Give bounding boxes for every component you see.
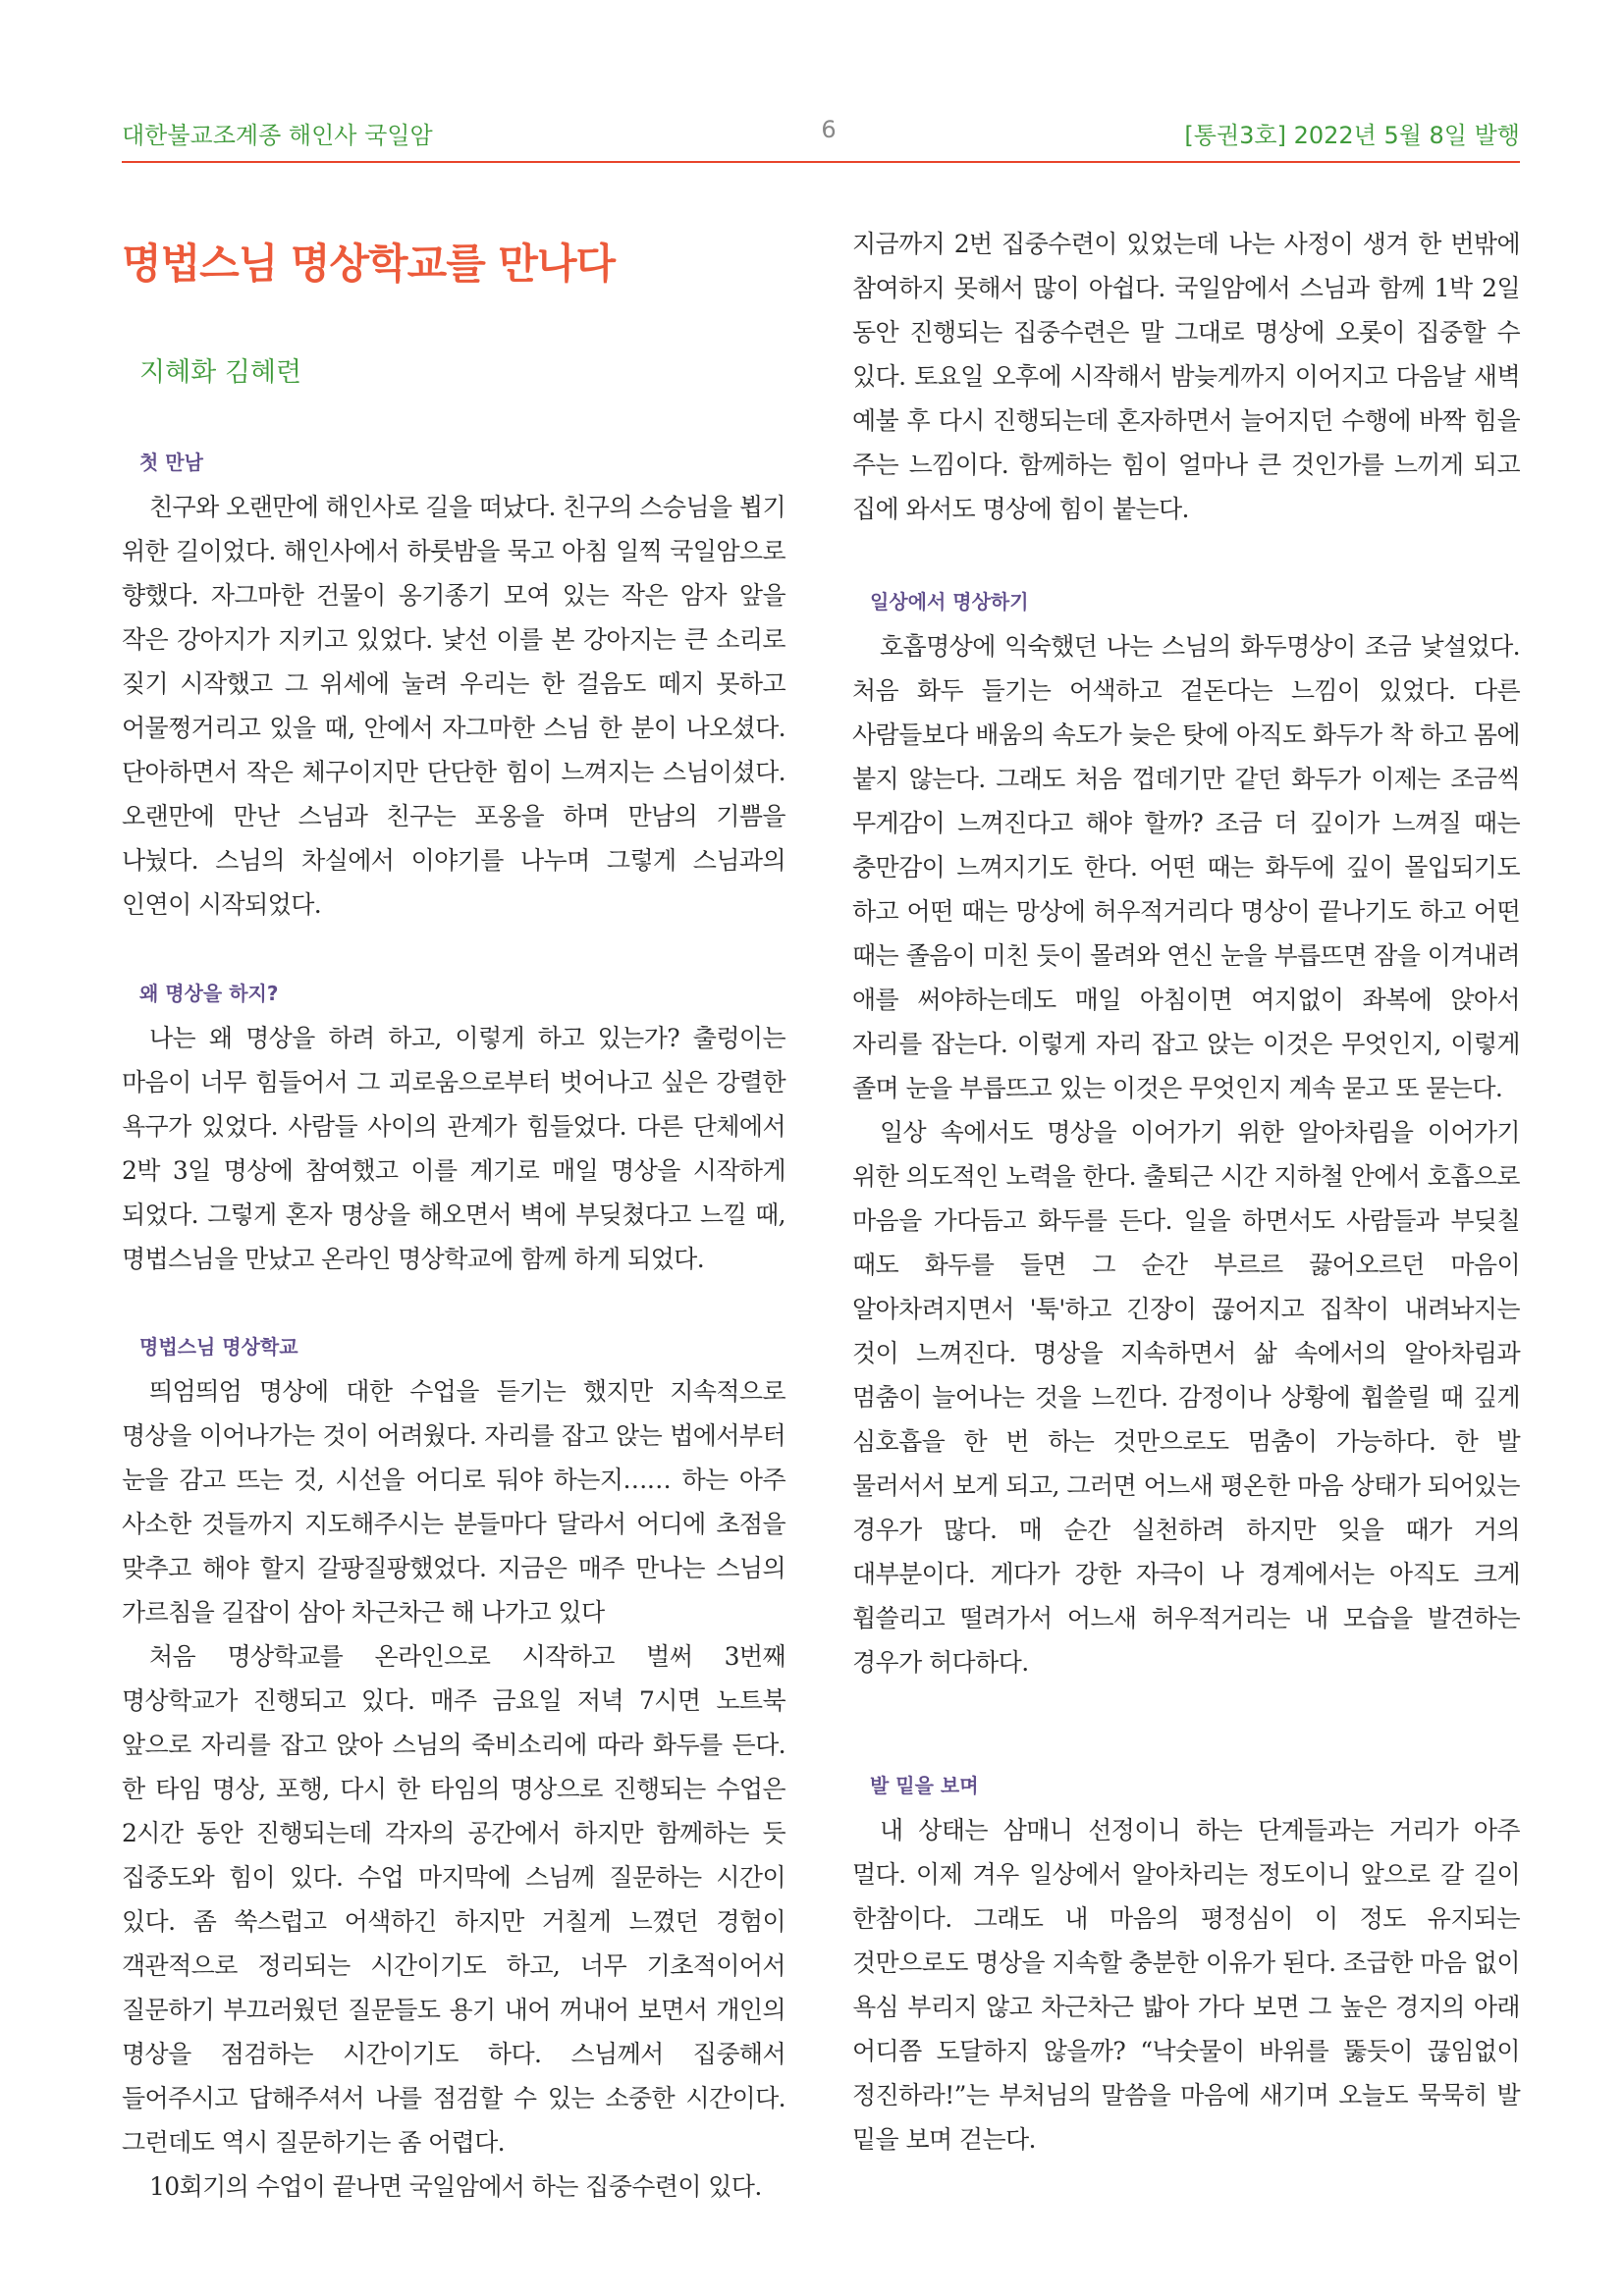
issue-info: [통권3호] 2022년 5월 8일 발행 xyxy=(1184,122,1520,149)
page-header xyxy=(122,110,1520,149)
header-divider xyxy=(122,161,1520,163)
section-first-meeting xyxy=(122,447,785,927)
section-daily-meditation xyxy=(852,586,1520,1684)
paragraph: 호흡명상에 익숙했던 나는 스님의 화두명상이 조금 낯설었다. 처음 화두 들기는 어색하고 겉돈다는 느낌이 있었다. 다른 사람들보다 배움의 속도가 늦은 탓에 아직도 화두가 착 하고 몸에 붙지 않는다. 그래도 처음 껍데기만 같던 화두가 이제는 조금씩 무게감이 느껴진다고 해야 할까? 조금 더 깊이가 느껴질 때는 충만감이 느껴지기도 한다. 어떤 때는 화두에 깊이 몰입되기도 하고 어떤 때는 망상에 허우적거리다 명상이 끝나기도 하고 어떤 때는 졸음이 미친 듯이 몰려와 연신 눈을 부릅뜨면 잠을 이겨내려 애를 써야하는데도 매일 아침이면 여지없이 좌복에 앉아서 자리를 잡는다. 이렇게 자리 잡고 앉는 이것은 무엇인지, 이렇게 졸며 눈을 부릅뜨고 있는 이것은 무엇인지 계속 묻고 또 묻는다. xyxy=(852,632,1520,1102)
paragraph: 지금까지 2번 집중수련이 있었는데 나는 사정이 생겨 한 번밖에 참여하지 못해서 많이 아쉽다. 국일암에서 스님과 함께 1박 2일 동안 진행되는 집중수련은 말 그대로 명상에 오롯이 집중할 수 있다. 토요일 오후에 시작해서 밤늦게까지 이어지고 다음날 새벽 예불 후 다시 진행되는데 혼자하면서 늘어지던 수행에 바짝 힘을 주는 느낌이다. 함께하는 힘이 얼마나 큰 것인가를 느끼게 되고 집에 와서도 명상에 힘이 붙는다. xyxy=(852,230,1520,523)
paragraph: 띄엄띄엄 명상에 대한 수업을 듣기는 했지만 지속적으로 명상을 이어나가는 것이 어려웠다. 자리를 잡고 앉는 법에서부터 눈을 감고 뜨는 것, 시선을 어디로 둬야 하는지…… 하는 아주 사소한 것들까지 지도해주시는 분들마다 달라서 어디에 초점을 맞추고 해야 할지 갈팡질팡했었다. 지금은 매주 만나는 스님의 가르침을 길잡이 삼아 차근차근 해 나가고 있다 xyxy=(122,1377,785,1627)
article-author: 지혜화 김혜련 xyxy=(139,357,302,388)
article-title: 명법스님 명상학교를 만나다 xyxy=(122,240,616,288)
paragraph: 나는 왜 명상을 하려 하고, 이렇게 하고 있는가? 출렁이는 마음이 너무 힘들어서 그 괴로움으로부터 벗어나고 싶은 강렬한 욕구가 있었다. 사람들 사이의 관계가 힘들었다. 다른 단체에서 2박 3일 명상에 참여했고 이를 계기로 매일 명상을 시작하게 되었다. 그렇게 혼자 명상을 해오면서 벽에 부딪쳤다고 느낄 때, 명법스님을 만났고 온라인 명상학교에 함께 하게 되었다. xyxy=(122,1024,785,1273)
paragraph: 일상 속에서도 명상을 이어가기 위한 알아차림을 이어가기 위한 의도적인 노력을 한다. 출퇴근 시간 지하철 안에서 호흡으로 마음을 가다듬고 화두를 든다. 일을 하면서도 사람들과 부딪칠 때도 화두를 들면 그 순간 부르르 끓어오르던 마음이 알아차려지면서 '툭'하고 긴장이 끊어지고 집착이 내려놔지는 것이 느껴진다. 명상을 지속하면서 삶 속에서의 알아차림과 멈춤이 늘어나는 것을 느낀다. 감정이나 상황에 휩쓸릴 때 깊게 심호흡을 한 번 하는 것만으로도 멈춤이 가능하다. 한 발 물러서서 보게 되고, 그러면 어느새 평온한 마음 상태가 되어있는 경우가 많다. 매 순간 실천하려 하지만 잊을 때가 거의 대부분이다. 게다가 강한 자극이 나 경계에서는 아직도 크게 휩쓸리고 떨려가서 어느새 허우적거리는 내 모습을 발견하는 경우가 허다하다. xyxy=(852,1118,1520,1677)
section-heading: 명법스님 명상학교 xyxy=(139,1335,298,1359)
publisher-name: 대한불교조계종 해인사 국일암 xyxy=(122,122,433,149)
paragraph: 친구와 오랜만에 해인사로 길을 떠났다. 친구의 스승님을 뵙기 위한 길이었다. 해인사에서 하룻밤을 묵고 아침 일찍 국일암으로 향했다. 자그마한 건물이 옹기종기 모여 있는 작은 암자 앞을 작은 강아지가 지키고 있었다. 낯선 이를 본 강아지는 큰 소리로 짖기 시작했고 그 위세에 눌려 우리는 한 걸음도 떼지 못하고 어물쩡거리고 있을 때, 안에서 자그마한 스님 한 분이 나오셨다. 단아하면서 작은 체구이지만 단단한 힘이 느껴지는 스님이셨다. 오랜만에 만난 스님과 친구는 포옹을 하며 만남의 기쁨을 나눴다. 스님의 차실에서 이야기를 나누며 그렇게 스님과의 인연이 시작되었다. xyxy=(122,493,785,919)
section-heading: 일상에서 명상하기 xyxy=(870,590,1029,614)
paragraph: 처음 명상학교를 온라인으로 시작하고 벌써 3번째 명상학교가 진행되고 있다. 매주 금요일 저녁 7시면 노트북 앞으로 자리를 잡고 앉아 스님의 죽비소리에 따라 화두를 든다. 한 타임 명상, 포행, 다시 한 타임의 명상으로 진행되는 수업은 2시간 동안 진행되는데 각자의 공간에서 하지만 함께하는 듯 집중도와 힘이 있다. 수업 마지막에 스님께 질문하는 시간이 있다. 좀 쑥스럽고 어색하긴 하지만 거칠게 느꼈던 경험이 객관적으로 정리되는 시간이기도 하고, 너무 기초적이어서 질문하기 부끄러웠던 질문들도 용기 내어 꺼내어 보면서 개인의 명상을 점검하는 시간이기도 하다. 스님께서 집중해서 들어주시고 답해주셔서 나를 점검할 수 있는 소중한 시간이다. 그런데도 역시 질문하기는 좀 어렵다. xyxy=(122,1642,785,2157)
paragraph: 내 상태는 삼매니 선정이니 하는 단계들과는 거리가 아주 멀다. 이제 겨우 일상에서 알아차리는 정도이니 앞으로 갈 길이 한참이다. 그래도 내 마음의 평정심이 이 정도 유지되는 것만으로도 명상을 지속할 충분한 이유가 된다. 조급한 마음 없이 욕심 부리지 않고 차근차근 밟아 가다 보면 그 높은 경지의 아래 어디쯤 도달하지 않을까? “낙숫물이 바위를 뚫듯이 끊임없이 정진하라!”는 부처님의 말씀을 마음에 새기며 오늘도 묵묵히 발 밑을 보며 걷는다. xyxy=(852,1816,1520,2154)
section-heading: 왜 명상을 하지? xyxy=(139,982,279,1005)
section-why-meditate xyxy=(122,978,785,1281)
page-number: 6 xyxy=(821,116,837,143)
section-looking-at-feet xyxy=(852,1770,1520,2162)
paragraph: 10회기의 수업이 끝나면 국일암에서 하는 집중수련이 있다. xyxy=(149,2172,762,2201)
section-heading: 발 밑을 보며 xyxy=(870,1774,979,1797)
section-meditation-school xyxy=(122,1331,785,2209)
section-heading: 첫 만남 xyxy=(139,451,203,474)
section-meditation-school-continued xyxy=(852,222,1520,531)
